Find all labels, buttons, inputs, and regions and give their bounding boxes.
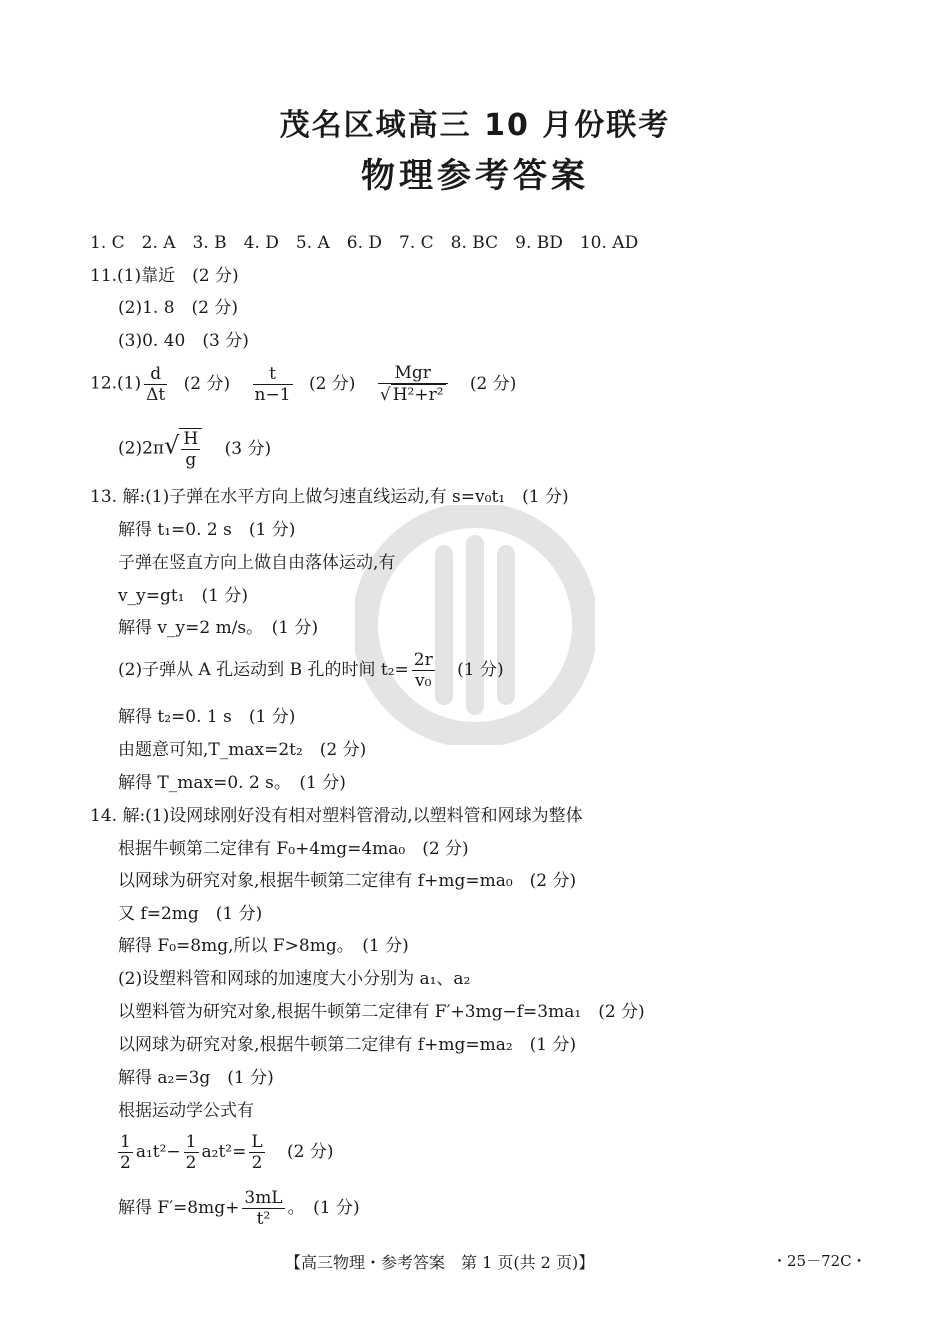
page-title: 茂名区域高三 10 月份联考 xyxy=(279,108,671,143)
choice-answers: 1. C 2. A 3. B 4. D 5. A 6. D 7. C 8. BC 9. BD 10. AD xyxy=(90,233,639,253)
fraction xyxy=(249,1132,264,1173)
expr: a₁t²− xyxy=(135,1142,181,1162)
q14-line2: 根据牛顿第二定律有 F₀+4mg=4ma₀ (2 分) xyxy=(118,839,469,859)
frac-den: √ H²+r² xyxy=(379,385,444,405)
q13-line7: 解得 t₂=0. 1 s (1 分) xyxy=(118,707,296,727)
q14-line3: 以网球为研究对象,根据牛顿第二定律有 f+mg=ma₀ (2 分) xyxy=(118,871,577,891)
frac-den: 2 xyxy=(185,1153,197,1173)
frac-den: Δt xyxy=(146,384,166,405)
q14-line9: 解得 a₂=3g (1 分) xyxy=(118,1068,274,1088)
fraction xyxy=(179,428,202,470)
q12-p2-prefix: (2)2π xyxy=(118,438,165,459)
frac-num: Mgr xyxy=(378,363,448,384)
fraction xyxy=(144,364,167,405)
frac-num: H xyxy=(183,429,199,449)
watermark-logo xyxy=(355,505,595,745)
q14-line4: 又 f=2mg (1 分) xyxy=(118,904,263,924)
fraction xyxy=(242,1188,284,1229)
frac-num: 3mL xyxy=(244,1188,283,1208)
score: (2 分) xyxy=(287,1142,334,1162)
fraction xyxy=(378,363,448,405)
q12-part2 xyxy=(118,428,271,470)
q11-part1: 11.(1)靠近 (2 分) xyxy=(90,266,239,286)
q14-line5: 解得 F₀=8mg,所以 F>8mg。 (1 分) xyxy=(118,936,409,956)
q13-line8: 由题意可知,T_max=2t₂ (2 分) xyxy=(118,740,367,760)
q13-line2: 解得 t₁=0. 2 s (1 分) xyxy=(118,520,296,540)
frac-num: L xyxy=(251,1132,263,1152)
q13-l6-prefix: (2)子弹从 A 孔运动到 B 孔的时间 t₂= xyxy=(118,660,409,680)
paper-code: ・25－72C・ xyxy=(772,1252,867,1270)
frac-den: t² xyxy=(256,1209,271,1229)
score: (2 分) xyxy=(469,373,517,394)
q13-line4: v_y=gt₁ (1 分) xyxy=(118,586,248,606)
q11-part3: (3)0. 40 (3 分) xyxy=(118,331,249,351)
q13-line9: 解得 T_max=0. 2 s。 (1 分) xyxy=(118,773,346,793)
score: (2 分) xyxy=(308,373,356,394)
q14-line7: 以塑料管为研究对象,根据牛顿第二定律有 F′+3mg−f=3ma₁ (2 分) xyxy=(118,1002,645,1022)
page-footer: 【高三物理・参考答案 第 1 页(共 2 页)】 xyxy=(285,1253,595,1272)
frac-num: 2r xyxy=(413,650,433,670)
q14-line12 xyxy=(118,1188,360,1229)
score: 。 (1 分) xyxy=(287,1198,360,1218)
q14-l12-prefix: 解得 F′=8mg+ xyxy=(118,1198,240,1218)
q14-line8: 以网球为研究对象,根据牛顿第二定律有 f+mg=ma₂ (1 分) xyxy=(118,1035,577,1055)
q14-line1: 14. 解:(1)设网球刚好没有相对塑料管滑动,以塑料管和网球为整体 xyxy=(90,806,583,826)
sqrt-sign: √ xyxy=(164,431,180,460)
frac-num: 1 xyxy=(185,1132,197,1152)
fraction xyxy=(253,364,293,405)
score: (1 分) xyxy=(457,660,504,680)
frac-num: d xyxy=(144,364,167,385)
frac-den: g xyxy=(185,450,197,470)
expr: a₂t²= xyxy=(201,1142,247,1162)
frac-den: 2 xyxy=(251,1153,263,1173)
frac-num: 1 xyxy=(120,1132,131,1152)
q11-part2: (2)1. 8 (2 分) xyxy=(118,298,239,318)
score: (3 分) xyxy=(224,438,272,459)
q14-line10: 根据运动学公式有 xyxy=(118,1101,254,1121)
q14-line11 xyxy=(118,1132,334,1173)
fraction xyxy=(184,1132,199,1173)
frac-num: t xyxy=(253,364,293,385)
fraction xyxy=(118,1132,133,1173)
q13-line3: 子弹在竖直方向上做自由落体运动,有 xyxy=(118,553,396,573)
frac-den: n−1 xyxy=(254,384,291,405)
score: (2 分) xyxy=(183,373,231,394)
frac-den: 2 xyxy=(120,1153,131,1173)
q14-line6: (2)设塑料管和网球的加速度大小分别为 a₁、a₂ xyxy=(118,969,471,989)
q12-part1 xyxy=(90,363,516,405)
fraction xyxy=(412,650,435,691)
q13-line1: 13. 解:(1)子弹在水平方向上做匀速直线运动,有 s=v₀t₁ (1 分) xyxy=(90,487,569,507)
page-subtitle: 物理参考答案 xyxy=(361,156,589,196)
q13-line5: 解得 v_y=2 m/s。 (1 分) xyxy=(118,618,319,638)
q13-line6 xyxy=(118,650,504,691)
frac-den: v₀ xyxy=(415,671,432,691)
q12-p1-prefix: 12.(1) xyxy=(90,373,142,394)
